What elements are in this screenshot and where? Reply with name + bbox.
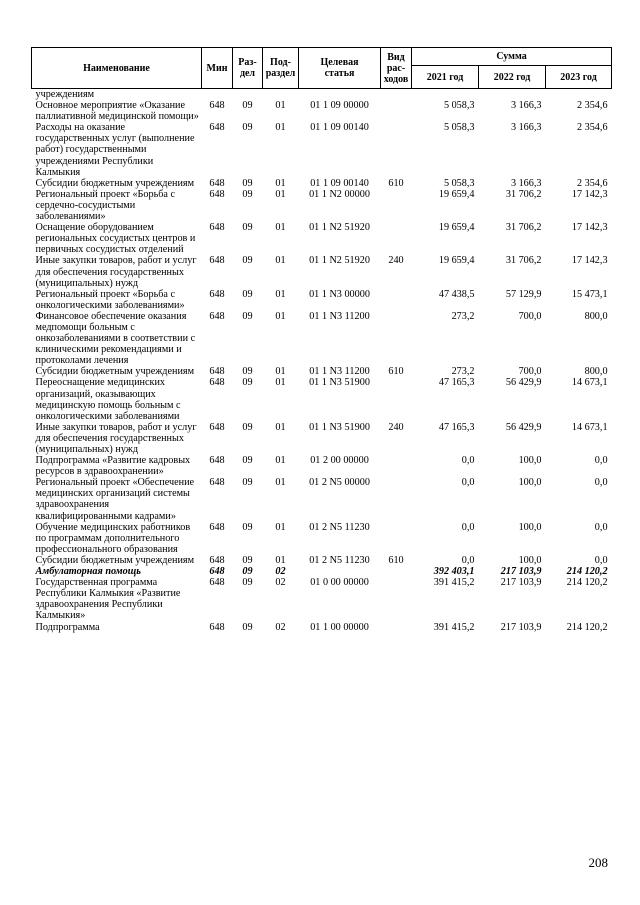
table-row <box>32 455 612 477</box>
row-min: 648 <box>209 377 225 389</box>
row-2021: 391 415,2 <box>433 577 475 589</box>
row-podrazdel: 01 <box>275 377 286 389</box>
row-2021: 391 415,2 <box>433 621 475 633</box>
row-2023: 14 673,1 <box>571 377 608 389</box>
row-2021: 5 058,3 <box>443 122 475 134</box>
row-vid <box>381 622 412 633</box>
row-2021: 19 659,4 <box>438 188 475 200</box>
row-podrazdel: 01 <box>275 310 286 322</box>
row-podrazdel: 01 <box>275 100 286 112</box>
row-min: 648 <box>209 100 225 112</box>
row-name: Переоснащение медицинских организаций, оказывающих медицинскую помощь больным с онкологическими заболеваниями <box>35 377 181 422</box>
row-razdel: 09 <box>242 366 253 378</box>
row-2021: 0,0 <box>461 477 475 489</box>
row-2023: 0,0 <box>594 477 608 489</box>
header-2022: 2022 год <box>479 66 546 89</box>
header-sum: Сумма <box>412 48 612 66</box>
table-header <box>32 48 612 89</box>
row-vid <box>381 311 412 366</box>
row-target: 01 2 N5 11230 <box>309 554 370 566</box>
row-min: 648 <box>209 421 225 433</box>
row-min: 648 <box>209 366 225 378</box>
row-razdel: 09 <box>242 554 253 566</box>
row-2023: 2 354,6 <box>576 122 608 134</box>
row-2022: 31 706,2 <box>505 222 542 234</box>
header-2023: 2023 год <box>546 66 612 89</box>
row-min: 648 <box>209 188 225 200</box>
header-target: Целевая статья <box>299 48 381 89</box>
row-min: 648 <box>209 222 225 234</box>
row-2021: 0,0 <box>461 455 475 467</box>
row-podrazdel <box>263 89 299 101</box>
row-podrazdel: 01 <box>275 521 286 533</box>
row-name: Региональный проект «Обеспечение медицинских организаций системы здравоохранения квалифицированными кадрами» <box>35 477 195 522</box>
row-target: 01 0 00 00000 <box>310 577 369 589</box>
row-2021: 47 165,3 <box>438 377 475 389</box>
row-razdel: 09 <box>242 177 253 189</box>
row-2022: 217 103,9 <box>500 577 542 589</box>
row-name: Расходы на оказание государственных услуг (выполнение работ) государственными учреждениями Республики Калмыкия <box>35 122 195 178</box>
row-razdel <box>233 89 263 101</box>
row-name: Иные закупки товаров, работ и услуг для обеспечения государственных (муниципальных) нужд <box>35 255 197 289</box>
table-row <box>32 100 612 122</box>
row-2021: 273,2 <box>451 366 475 378</box>
header-podrazdel: Под- раздел <box>263 48 299 89</box>
row-2021: 47 438,5 <box>438 288 475 300</box>
row-2022: 3 166,3 <box>510 100 542 112</box>
row-name: Региональный проект «Борьба с сердечно-сосудистыми заболеваниями» <box>35 188 176 223</box>
row-podrazdel: 01 <box>275 366 286 378</box>
row-name: Обучение медицинских работников по программам дополнительного профессионального образования <box>35 521 191 555</box>
row-razdel: 09 <box>242 421 253 433</box>
table-row <box>32 422 612 455</box>
row-podrazdel: 01 <box>275 188 286 200</box>
row-name: Финансовое обеспечение оказания медпомощи больным с онкозаболеваниями в соответствии с клиническими рекомендациями и протоколами лечения <box>35 310 196 367</box>
table-row <box>32 377 612 421</box>
row-vid <box>381 522 412 555</box>
row-2022: 56 429,9 <box>505 377 542 389</box>
row-target: 01 2 00 00000 <box>310 455 369 467</box>
row-2022: 100,0 <box>518 554 542 566</box>
table-row <box>32 222 612 255</box>
row-2022: 217 103,9 <box>500 621 542 633</box>
row-vid: 240 <box>388 255 404 267</box>
table-row <box>32 189 612 222</box>
row-2023: 0,0 <box>594 554 608 566</box>
row-razdel: 09 <box>242 310 253 322</box>
row-target <box>299 89 381 101</box>
table-row <box>32 555 612 566</box>
page-number: 208 <box>588 855 608 870</box>
table-row <box>32 311 612 366</box>
row-name: Оснащение оборудованием региональных сосудистых центров и первичных сосудистых отделений <box>35 222 196 256</box>
row-vid <box>381 289 412 311</box>
row-target: 01 1 N3 51900 <box>309 421 370 433</box>
row-2023: 214 120,2 <box>566 566 608 578</box>
row-2021 <box>412 89 479 101</box>
row-vid <box>381 566 412 577</box>
row-min <box>202 89 233 101</box>
row-2023: 0,0 <box>594 455 608 467</box>
row-2023: 800,0 <box>584 310 608 322</box>
row-podrazdel: 02 <box>275 577 286 589</box>
row-2023: 214 120,2 <box>566 577 608 589</box>
row-razdel: 09 <box>242 455 253 467</box>
row-target: 01 1 09 00140 <box>310 177 369 189</box>
row-razdel: 09 <box>242 255 253 267</box>
row-2022: 700,0 <box>518 310 542 322</box>
header-razdel: Раз- дел <box>233 48 263 89</box>
row-name: Подпрограмма <box>35 621 100 633</box>
row-2023 <box>546 89 612 101</box>
row-target <box>299 566 381 577</box>
row-vid <box>381 477 412 521</box>
row-name: Государственная программа Республики Калмыкия «Развитие здравоохранения Республики Калмыкия» <box>35 577 181 622</box>
row-vid <box>381 455 412 477</box>
row-2023: 17 142,3 <box>571 188 608 200</box>
row-vid: 610 <box>388 554 404 566</box>
header-vid: Вид рас- ходов <box>381 48 412 89</box>
table-row <box>32 522 612 555</box>
row-razdel: 09 <box>242 188 253 200</box>
row-podrazdel: 02 <box>275 566 286 578</box>
row-2021: 5 058,3 <box>443 100 475 112</box>
table-row <box>32 366 612 377</box>
row-2022 <box>479 89 546 101</box>
table-row <box>32 89 612 101</box>
row-2023: 17 142,3 <box>571 222 608 234</box>
row-target: 01 1 N2 00000 <box>309 188 370 200</box>
row-min: 648 <box>209 566 225 578</box>
row-vid: 240 <box>388 421 404 433</box>
row-target: 01 1 N3 51900 <box>309 377 370 389</box>
row-razdel: 09 <box>242 577 253 589</box>
row-2022: 700,0 <box>518 366 542 378</box>
row-2023: 15 473,1 <box>571 288 608 300</box>
row-2023: 14 673,1 <box>571 421 608 433</box>
row-target: 01 1 N3 00000 <box>309 288 370 300</box>
row-target: 01 1 09 00000 <box>310 100 369 112</box>
row-2023: 17 142,3 <box>571 255 608 267</box>
table-row <box>32 289 612 311</box>
row-name: Основное мероприятие «Оказание паллиативной медицинской помощи» <box>35 100 199 123</box>
row-min: 648 <box>209 177 225 189</box>
row-podrazdel: 01 <box>275 222 286 234</box>
row-2021: 47 165,3 <box>438 421 475 433</box>
row-2022: 3 166,3 <box>510 122 542 134</box>
row-target: 01 1 N3 11200 <box>309 366 370 378</box>
row-vid <box>381 189 412 222</box>
row-name: Региональный проект «Борьба с онкологическими заболеваниями» <box>35 288 185 311</box>
header-2021: 2021 год <box>412 66 479 89</box>
row-podrazdel: 01 <box>275 288 286 300</box>
table-body <box>32 89 612 633</box>
row-2021: 19 659,4 <box>438 222 475 234</box>
row-podrazdel: 02 <box>275 621 286 633</box>
row-razdel: 09 <box>242 377 253 389</box>
row-2023: 2 354,6 <box>576 177 608 189</box>
row-razdel: 09 <box>242 477 253 489</box>
row-2021: 0,0 <box>461 521 475 533</box>
row-razdel: 09 <box>242 122 253 134</box>
table-row <box>32 122 612 177</box>
table-row <box>32 255 612 288</box>
row-vid <box>381 100 412 122</box>
row-name: Субсидии бюджетным учреждениям <box>35 554 195 566</box>
row-2021: 392 403,1 <box>433 566 475 578</box>
row-name: Подпрограмма «Развитие кадровых ресурсов в здравоохранении» <box>35 455 191 478</box>
table-row <box>32 178 612 189</box>
row-razdel: 09 <box>242 566 253 578</box>
row-name: Субсидии бюджетным учреждениям <box>35 366 195 378</box>
row-2022: 57 129,9 <box>505 288 542 300</box>
row-vid <box>381 122 412 177</box>
row-target: 01 2 N5 11230 <box>309 521 370 533</box>
row-min: 648 <box>209 521 225 533</box>
row-target: 01 1 09 00140 <box>310 122 369 134</box>
row-vid <box>381 577 412 621</box>
row-vid: 610 <box>388 366 404 378</box>
table-row <box>32 477 612 521</box>
row-name: Иные закупки товаров, работ и услуг для обеспечения государственных (муниципальных) нужд <box>35 421 197 455</box>
budget-table <box>31 47 612 633</box>
row-podrazdel: 01 <box>275 554 286 566</box>
row-min: 648 <box>209 621 225 633</box>
row-min: 648 <box>209 477 225 489</box>
row-2022: 100,0 <box>518 477 542 489</box>
row-vid <box>381 222 412 255</box>
table-row <box>32 577 612 621</box>
row-2022: 100,0 <box>518 455 542 467</box>
row-podrazdel: 01 <box>275 255 286 267</box>
row-vid: 610 <box>388 177 404 189</box>
row-2023: 0,0 <box>594 521 608 533</box>
row-2023: 214 120,2 <box>566 621 608 633</box>
row-2021: 19 659,4 <box>438 255 475 267</box>
row-podrazdel: 01 <box>275 477 286 489</box>
row-2022: 217 103,9 <box>500 566 542 578</box>
row-target: 01 1 N2 51920 <box>309 222 370 234</box>
row-name: Амбулаторная помощь <box>35 566 141 578</box>
row-razdel: 09 <box>242 288 253 300</box>
row-name: Субсидии бюджетным учреждениям <box>35 177 195 189</box>
row-podrazdel: 01 <box>275 122 286 134</box>
row-razdel: 09 <box>242 100 253 112</box>
header-min: Мин <box>202 48 233 89</box>
row-podrazdel: 01 <box>275 455 286 467</box>
row-podrazdel: 01 <box>275 421 286 433</box>
row-target: 01 1 00 00000 <box>310 621 369 633</box>
row-2021: 5 058,3 <box>443 177 475 189</box>
row-podrazdel: 01 <box>275 177 286 189</box>
row-razdel: 09 <box>242 621 253 633</box>
row-target: 01 1 N3 11200 <box>309 310 370 322</box>
row-vid <box>381 89 412 101</box>
row-min: 648 <box>209 310 225 322</box>
row-2021: 273,2 <box>451 310 475 322</box>
row-2022: 100,0 <box>518 521 542 533</box>
row-min: 648 <box>209 554 225 566</box>
row-2021: 0,0 <box>461 554 475 566</box>
row-2022: 31 706,2 <box>505 188 542 200</box>
table-row <box>32 622 612 633</box>
table-row <box>32 566 612 577</box>
row-2023: 800,0 <box>584 366 608 378</box>
row-target: 01 2 N5 00000 <box>309 477 370 489</box>
budget-table-page <box>31 47 611 633</box>
row-vid <box>381 377 412 421</box>
row-2022: 3 166,3 <box>510 177 542 189</box>
row-target: 01 1 N2 51920 <box>309 255 370 267</box>
row-min: 648 <box>209 288 225 300</box>
header-name: Наименование <box>32 48 202 89</box>
row-min: 648 <box>209 255 225 267</box>
row-min: 648 <box>209 122 225 134</box>
row-razdel: 09 <box>242 521 253 533</box>
row-2023: 2 354,6 <box>576 100 608 112</box>
row-2022: 31 706,2 <box>505 255 542 267</box>
row-name: учреждениям <box>35 89 95 100</box>
row-2022: 56 429,9 <box>505 421 542 433</box>
row-razdel: 09 <box>242 222 253 234</box>
row-min: 648 <box>209 577 225 589</box>
row-min: 648 <box>209 455 225 467</box>
